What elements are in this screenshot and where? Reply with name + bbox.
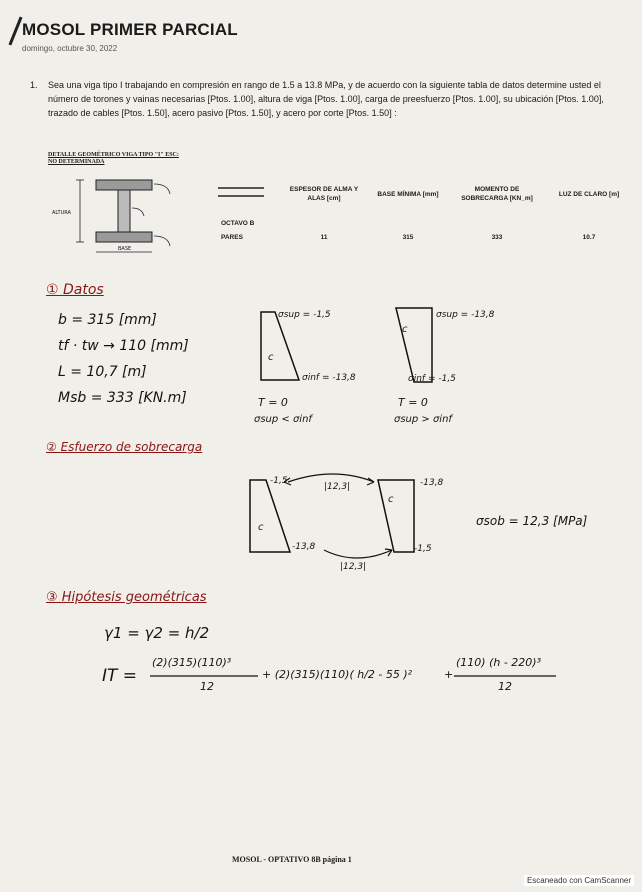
fraction-bar-1 (150, 674, 260, 678)
table-header: ESPESOR DE ALMA Y ALAS [cm] (289, 186, 359, 202)
overload-right-top: -13,8 (420, 478, 444, 488)
inertia-lhs: IT = (102, 666, 138, 686)
inertia-term-3-den: 12 (498, 680, 512, 693)
data-tf-tw: tf · tw → 110 [mm] (58, 338, 189, 354)
overload-left-c: c (258, 522, 264, 533)
inertia-plus: + (444, 668, 454, 681)
stress-1-relation: σsup < σinf (254, 414, 312, 425)
page-title: MOSOL PRIMER PARCIAL (22, 20, 238, 39)
sigma-overload: σsob = 12,3 [MPa] (476, 514, 588, 528)
table-header: LUZ DE CLARO [m] (558, 190, 620, 198)
row-label-2: PARES (221, 233, 243, 241)
inertia-term-3-num: (110) (h - 220)³ (456, 656, 541, 669)
table-cell: 10.7 (582, 233, 596, 241)
table-cell: 11 (320, 233, 328, 241)
table-cell: 315 (402, 233, 414, 241)
stress-1-top: σsup = -1,5 (278, 310, 331, 320)
section-3-title: ③ Hipótesis geométricas (46, 590, 207, 605)
stress-1-t: T = 0 (258, 396, 288, 409)
label-altura: ALTURA (52, 210, 71, 216)
stress-2-top: σsup = -13,8 (436, 310, 495, 320)
scanner-watermark: Escaneado con CamScanner (524, 875, 634, 886)
inertia-term-1-den: 12 (200, 680, 214, 693)
overload-left-top: -1,5 (270, 476, 288, 486)
overload-mid-top: |12,3| (324, 482, 351, 492)
table-row (215, 230, 635, 244)
table-cell: 333 (491, 233, 503, 241)
stress-1-c: c (268, 352, 274, 363)
stress-2-bottom: σinf = -1,5 (408, 374, 456, 384)
table-row (215, 216, 635, 230)
page-date: domingo, octubre 30, 2022 (22, 44, 118, 53)
data-table (215, 172, 635, 244)
detail-title: DETALLE GEOMÉTRICO VIGA TIPO "I" ESC: NO DETERMINADA (48, 152, 179, 165)
question-text: Sea una viga tipo I trabajando en compresión en rango de 1.5 a 13.8 MPa, y de acuerdo con la siguiente tabla de datos determine usted el número de torones y vainas necesarias [Ptos. 1.00], altura de viga [Ptos. 1.00], carga de preesfuerzo [Ptos. 1.00], su ubicación [Ptos. 1.00], trazado de cables [Ptos. 1.50], acero pasivo [Ptos. 1.50], y acero por corte [Ptos. 1.50] : (48, 80, 604, 118)
stress-2-t: T = 0 (398, 396, 428, 409)
label-base: BASE (118, 246, 132, 252)
section-2-title: ② Esfuerzo de sobrecarga (46, 440, 203, 454)
table-header: BASE MÍNIMA [mm] (377, 190, 439, 198)
table-header-row (215, 172, 635, 216)
overload-left-bottom: -13,8 (292, 542, 316, 552)
overload-right-c: c (388, 494, 394, 505)
data-msb: Msb = 333 [KN.m] (58, 390, 187, 406)
page-footer: MOSOL - OPTATIVO 8B página 1 (232, 855, 352, 864)
stress-2-c: c (402, 324, 408, 335)
question-number: 1. (30, 80, 38, 90)
data-b: b = 315 [mm] (58, 312, 157, 328)
inertia-term-1-num: (2)(315)(110)³ (152, 656, 232, 669)
data-l: L = 10,7 [m] (58, 364, 147, 380)
overload-right-bottom: -1,5 (414, 544, 432, 554)
stress-2-relation: σsup > σinf (394, 414, 452, 425)
section-1-title: ① Datos (46, 282, 104, 298)
stress-1-bottom: σinf = -13,8 (302, 373, 356, 383)
gamma-equation: γ1 = γ2 = h/2 (104, 624, 210, 642)
table-header: MOMENTO DE SOBRECARGA [KN_m] (461, 186, 533, 202)
row-label: OCTAVO B (221, 219, 255, 227)
fraction-bar-3 (454, 674, 558, 678)
stress-diagram-1 (255, 308, 305, 388)
title-slash-mark (8, 17, 22, 46)
overload-mid-bottom: |12,3| (340, 562, 367, 572)
inertia-term-2: + (2)(315)(110)( h/2 - 55 )² (262, 668, 413, 681)
